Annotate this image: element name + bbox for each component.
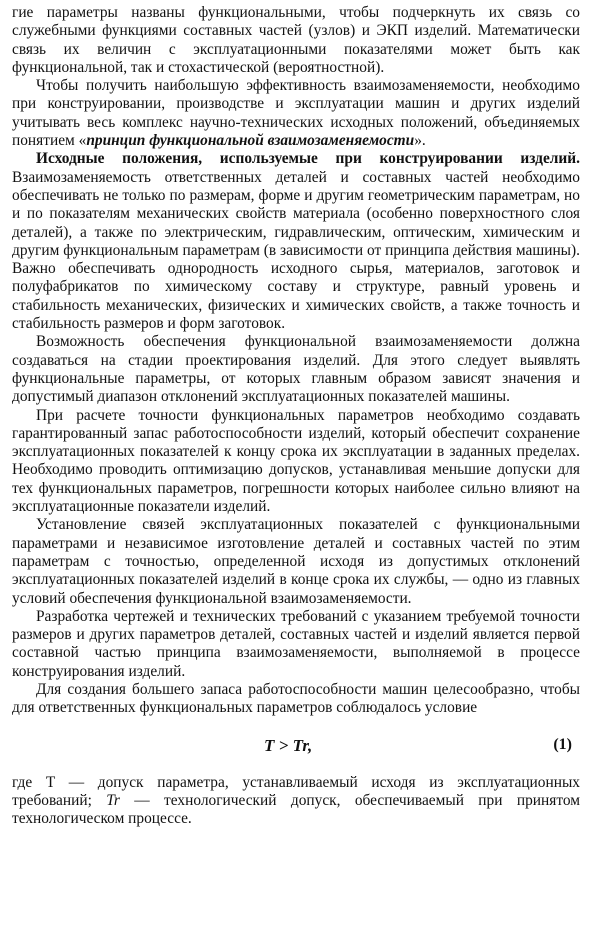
formula: T > Tr, bbox=[264, 735, 313, 755]
paragraph-2 bbox=[12, 77, 580, 150]
section-title: Исходные положения, используемые при конструировании изделий. bbox=[36, 150, 580, 168]
term-functional-interchangeability: принцип функциональной взаимозаменяемости bbox=[86, 132, 415, 150]
paragraph-5: При расчете точности функциональных параметров необходимо создавать гарантированный запас работоспособности изделий, который обеспечит сохранение эксплуатационных показателей к концу срока их эксплуатации в заданных пределах. Необходимо проводить оптимизацию допусков, устанавливая меньшие допуски для тех функциональных параметров, погрешности которых наиболее сильно влияют на эксплуатационные показатели изделий. bbox=[12, 406, 580, 516]
paragraph-7: Разработка чертежей и технических требований с указанием требуемой точности размеров и других параметров деталей, составных частей и изделий является первой составной частью принципа взаимозаменяемости, выполняемой в процессе конструирования изделий. bbox=[12, 607, 580, 680]
paragraph-3-text: Взаимозаменяемость ответственных деталей и составных частей необходимо обеспечивать не только по размерам, форме и другим геометрическим параметрам, но и по показателям механических свойств материала (особенно поверхностного слоя деталей), а также по электрическим, гидравлическим, оптическим, химическим и другим функциональным параметрам (в зависимости от принципа действия машины). Важно обеспечивать однородность исходного сырья, материалов, заготовок и полуфабрикатов по химическому составу и структуре, равный уровень и стабильность механических, физических и химических свойств, а также точность и стабильность размеров и форм заготовок. bbox=[12, 168, 580, 333]
paragraph-9-a: где T — допуск параметра, устанавливаемый исходя из эксплуатационных требований; bbox=[12, 773, 580, 809]
paragraph-4: Возможность обеспечения функциональной взаимозаменяемости должна создаваться на стадии проектирования изделий. Для этого следует выявлять функциональные параметры, от которых главным образом зависят значения и допустимый диапазон отклонений эксплуатационных показателей машины. bbox=[12, 333, 580, 406]
paragraph-1: гие параметры названы функциональными, чтобы подчеркнуть их связь со служебными функциями составных частей (узлов) и ЭКП изделий. Математически связь их величин с эксплуатационными показателями может быть как функциональной, так и стохастической (вероятностной). bbox=[12, 4, 580, 76]
equation-block bbox=[12, 730, 580, 766]
paragraph-8: Для создания большего запаса работоспособности машин целесообразно, чтобы для ответственных функциональных параметров соблюдалось условие bbox=[12, 680, 580, 717]
paragraph-3 bbox=[12, 150, 580, 333]
paragraph-2-end: ». bbox=[414, 132, 426, 150]
symbol-tr: Tr bbox=[106, 791, 120, 809]
paragraph-2-text: Чтобы получить наибольшую эффективность взаимозаменяемости, необходимо при конструировании, производстве и эксплуатации машин и других изделий учитывать весь комплекс научно-технических исходных положений, объединяемых понятием « bbox=[12, 77, 580, 150]
paragraph-6: Установление связей эксплуатационных показателей с функциональными параметрами и независимое изготовление деталей и составных частей по этим параметрам с точностью, определенной исходя из допустимых отклонений эксплуатационных показателей изделий в конце срока их службы, — одно из главных условий обеспечения функциональной взаимозаменяемости. bbox=[12, 516, 580, 607]
paragraph-9 bbox=[12, 774, 580, 829]
equation-number: (1) bbox=[553, 735, 572, 753]
paragraph-9-c: — технологический допуск, обеспечиваемый при принятом технологическом процессе. bbox=[12, 791, 580, 828]
